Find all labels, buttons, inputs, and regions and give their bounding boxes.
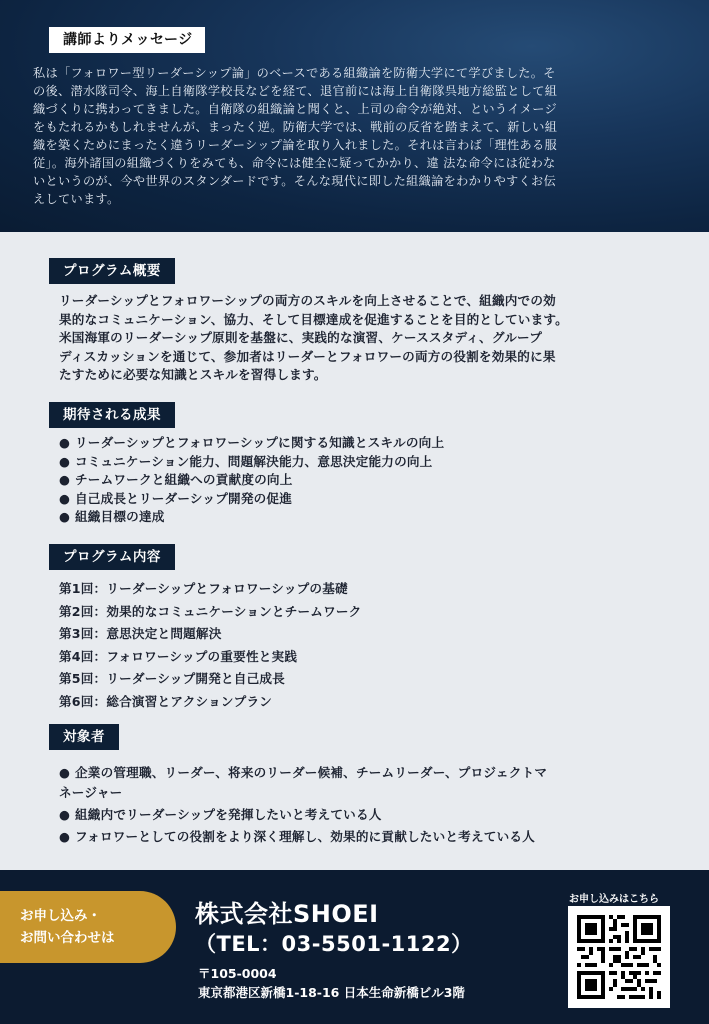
address: 東京都港区新橋1-18-16 日本生命新橋ビル3階 — [198, 985, 465, 1000]
message-line: をもたれるかもしれませんが、まったく逆。防衛大学では、戦前の反省を踏まえて、新しい組 — [33, 120, 558, 134]
session-item: 第1回：リーダーシップとフォロワーシップの基礎 — [59, 581, 348, 596]
bullet-icon: ● — [59, 829, 71, 844]
target-audience-list — [59, 762, 679, 848]
session-item: 第6回：総合演習とアクションプラン — [59, 693, 273, 709]
session-item: 第4回：フォロワーシップの重要性と実践 — [59, 648, 298, 664]
overview-line: リーダーシップとフォロワーシップの両方のスキルを向上させることで、組織内での効 — [59, 293, 556, 308]
list-item: ● 組織内でリーダーシップを発揮したいと考えている人 — [59, 804, 679, 826]
list-item: ● 自己成長とリーダーシップ開発の促進 — [59, 490, 679, 509]
qr-code-graphic — [577, 915, 661, 999]
message-line: えしています。 — [33, 192, 120, 206]
cta-line: お申し込み・ — [20, 908, 101, 924]
bullet-icon: ● — [59, 807, 71, 822]
bullet-icon: ● — [59, 765, 71, 780]
bullet-icon: ● — [59, 472, 71, 488]
expected-outcomes-label: 期待される成果 — [49, 402, 175, 428]
program-content-label: プログラム内容 — [49, 544, 175, 570]
list-item: ● リーダーシップとフォロワーシップに関する知識とスキルの向上 — [59, 434, 679, 453]
session-item: 第3回：意思決定と問題解決 — [59, 626, 222, 642]
program-session-list — [59, 578, 659, 714]
program-overview-text — [59, 292, 671, 385]
message-line: 織を築くためにまったく違うリーダーシップ論を取り入れました。それは言わば「理性ある服 — [33, 138, 557, 152]
message-line: 従」。海外諸国の組織づくりをみても、命令には健全に疑ってかかり、違 法な命令には従わな — [33, 156, 556, 170]
phone-number[interactable]: （TEL：03-5501-1122） — [195, 932, 473, 956]
session-item: 第2回：効果的なコミュニケーションとチームワーク — [59, 603, 362, 619]
instructor-message-section — [0, 0, 709, 232]
qr-caption: お申し込みはこちら — [569, 894, 659, 905]
list-item: ● フォロワーとしての役割をより深く理解し、効果的に貢献したいと考えている人 — [59, 826, 679, 848]
qr-code-icon[interactable] — [568, 906, 670, 1008]
bullet-icon: ● — [59, 509, 71, 525]
list-item: ● 企業の管理職、リーダー、将来のリーダー候補、チームリーダー、プロジェクトマ ネージャー — [59, 762, 679, 804]
overview-line: ディスカッションを通じて、参加者はリーダーとフォロワーの両方の役割を効果的に果 — [59, 348, 556, 364]
overview-line: 果的なコミュニケーション、協力、そして目標達成を促進することを目的としています。 — [59, 311, 568, 327]
contact-cta-badge — [0, 891, 176, 963]
message-line: いというのが、今や世界のスタンダードです。そんな現代に即した組織論をわかりやすくお伝 — [33, 174, 557, 188]
session-item: 第5回：リーダーシップ開発と自己成長 — [59, 671, 285, 687]
instructor-message-text — [33, 64, 681, 208]
bullet-icon: ● — [59, 490, 71, 506]
cta-line: お問い合わせは — [20, 930, 115, 946]
company-name: 株式会社SHOEI — [195, 900, 379, 928]
list-item: ● チームワークと組織への貢献度の向上 — [59, 471, 679, 490]
list-item: ● 組織目標の達成 — [59, 508, 679, 527]
bullet-icon: ● — [59, 435, 71, 450]
bullet-icon: ● — [59, 453, 71, 469]
list-item: ● コミュニケーション能力、問題解決能力、意思決定能力の向上 — [59, 453, 679, 472]
overview-line: たすために必要な知識とスキルを習得します。 — [59, 367, 327, 383]
postal-code: 〒105-0004 — [198, 966, 277, 981]
expected-outcomes-list — [59, 434, 679, 527]
contact-footer — [0, 870, 709, 1024]
instructor-message-label: 講師よりメッセージ — [49, 27, 205, 53]
message-line: 私は「フォロワー型リーダーシップ論」のベースである組織論を防衛大学にて学びました。そ — [33, 66, 556, 80]
overview-line: 米国海軍のリーダーシップ原則を基盤に、実践的な演習、ケーススタディ、グループ — [59, 330, 543, 346]
program-overview-label: プログラム概要 — [49, 258, 175, 284]
message-line: 織づくりに携わってきました。自衛隊の組織論と聞くと、上司の命令が絶対、というイメージ — [33, 102, 557, 116]
target-audience-label: 対象者 — [49, 724, 119, 750]
message-line: の後、潜水隊司令、海上自衛隊学校長などを経て、退官前には海上自衛隊呉地方総監として組 — [33, 84, 558, 98]
